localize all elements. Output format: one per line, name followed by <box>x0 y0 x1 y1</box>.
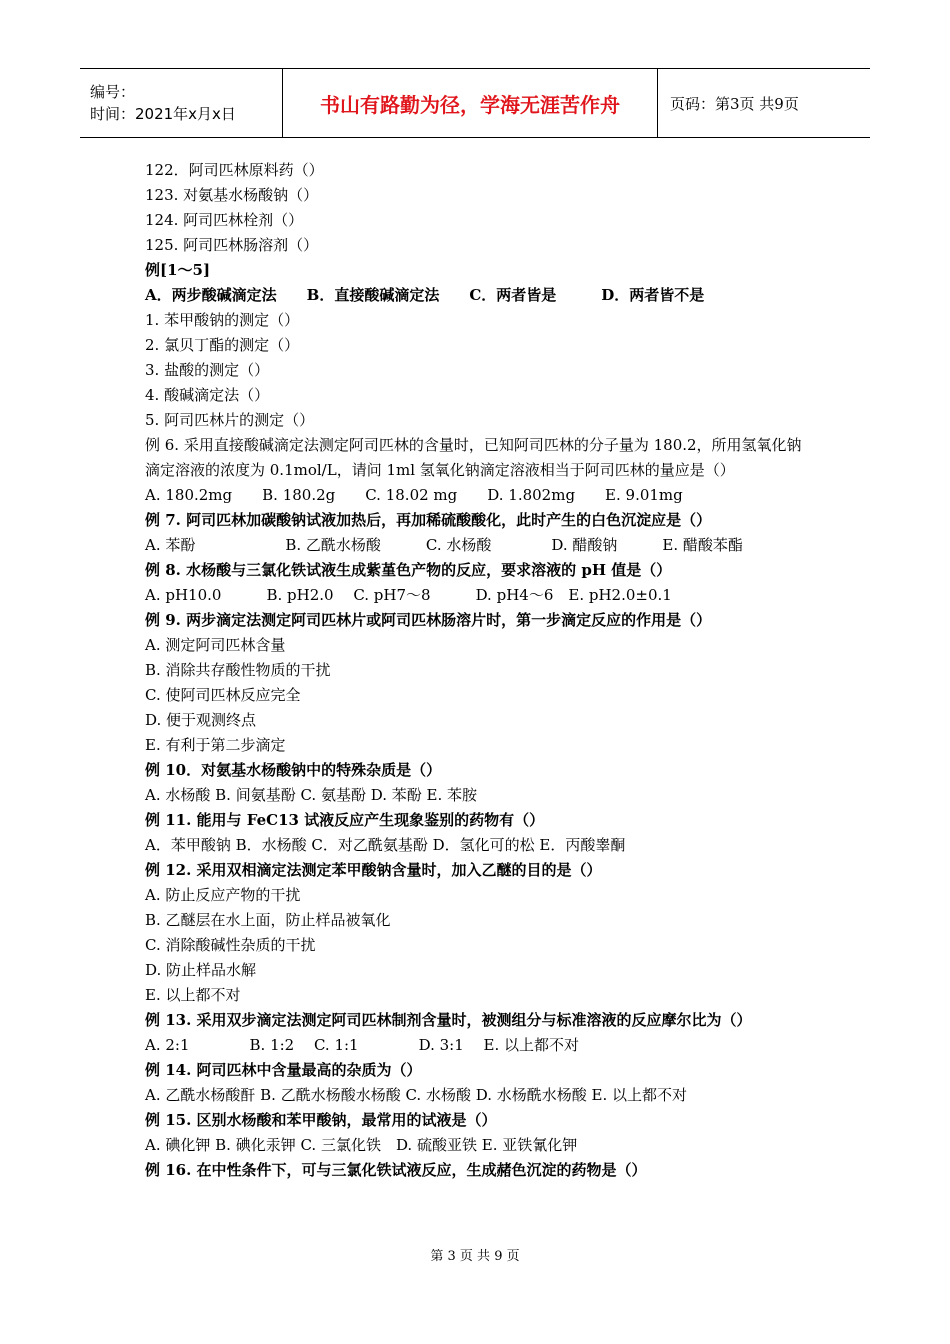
text-line: A. 180.2mg B. 180.2g C. 18.02 mg D. 1.802mg E. 9.01mg <box>145 486 683 504</box>
text-line: A. 测定阿司匹林含量 <box>145 636 286 654</box>
question-line: A．两步酸碱滴定法 B．直接酸碱滴定法 C．两者皆是 D．两者皆不是 <box>145 286 705 304</box>
text-line: A. 防止反应产物的干扰 <box>145 886 301 904</box>
text-line: 125. 阿司匹林肠溶剂（） <box>145 236 319 254</box>
question-line: 例 7. 阿司匹林加碳酸钠试液加热后，再加稀硫酸酸化，此时产生的白色沉淀应是（） <box>145 511 712 529</box>
question-line: 例 10．对氨基水杨酸钠中的特殊杂质是（） <box>145 761 442 779</box>
text-line: A. 苯酚 B. 乙酰水杨酸 C. 水杨酸 D. 醋酸钠 E. 醋酸苯酯 <box>145 536 743 554</box>
text-line: C. 消除酸碱性杂质的干扰 <box>145 936 316 954</box>
text-line: 124. 阿司匹林栓剂（） <box>145 211 304 229</box>
text-line: 5. 阿司匹林片的测定（） <box>145 411 315 429</box>
text-line: B. 乙醚层在水上面，防止样品被氧化 <box>145 911 391 929</box>
question-line: 例 12. 采用双相滴定法测定苯甲酸钠含量时，加入乙醚的目的是（） <box>145 861 602 879</box>
question-line: 例[1～5] <box>145 261 211 279</box>
text-line: A. 乙酰水杨酸酐 B. 乙酰水杨酸水杨酸 C. 水杨酸 D. 水杨酰水杨酸 E. 以上都不对 <box>145 1086 687 1104</box>
document-date: 时间：2021年x月x日 <box>90 105 236 123</box>
question-line: 例 15. 区别水杨酸和苯甲酸钠，最常用的试液是（） <box>145 1111 497 1129</box>
text-line: 例 6. 采用直接酸碱滴定法测定阿司匹林的含量时，已知阿司匹林的分子量为 180.2，所用氢氧化钠滴定溶液的浓度为 0.1mol/L，请问 1ml 氢氧化钠滴定溶液相当于阿司匹林的量应是（） <box>145 436 802 479</box>
text-line: 122．阿司匹林原料药（） <box>145 161 324 179</box>
text-line: A. pH10.0 B. pH2.0 C. pH7～8 D. pH4～6 E. pH2.0±0.1 <box>145 586 672 604</box>
question-line: 例 13. 采用双步滴定法测定阿司匹林制剂含量时，被测组分与标准溶液的反应摩尔比为（） <box>145 1011 752 1029</box>
text-line: D. 防止样品水解 <box>145 961 257 979</box>
text-line: E. 有利于第二步滴定 <box>145 736 286 754</box>
text-line: C. 使阿司匹林反应完全 <box>145 686 301 704</box>
question-line: 例 9. 两步滴定法测定阿司匹林片或阿司匹林肠溶片时，第一步滴定反应的作用是（） <box>145 611 712 629</box>
text-line: D. 便于观测终点 <box>145 711 257 729</box>
document-number-label: 编号： <box>90 83 136 101</box>
question-line: 例 11. 能用与 FeC13 试液反应产生现象鉴别的药物有（） <box>145 811 545 829</box>
text-line: B. 消除共存酸性物质的干扰 <box>145 661 331 679</box>
text-line: A. 水杨酸 B. 间氨基酚 C. 氨基酚 D. 苯酚 E. 苯胺 <box>145 786 477 804</box>
text-line: 123. 对氨基水杨酸钠（） <box>145 186 319 204</box>
text-line: A．苯甲酸钠 B．水杨酸 C．对乙酰氨基酚 D．氢化可的松 E．丙酸睾酮 <box>145 836 626 854</box>
header-right-cell <box>658 69 799 137</box>
text-line: 4. 酸碱滴定法（） <box>145 386 270 404</box>
question-line: 例 14. 阿司匹林中含量最高的杂质为（） <box>145 1061 422 1079</box>
text-line: E. 以上都不对 <box>145 986 241 1004</box>
question-line: 例 8. 水杨酸与三氯化铁试液生成紫堇色产物的反应，要求溶液的 pH 值是（） <box>145 561 672 579</box>
text-line: A. 2:1 B. 1:2 C. 1:1 D. 3:1 E. 以上都不对 <box>145 1036 580 1054</box>
question-content <box>145 158 815 1183</box>
text-line: 1. 苯甲酸钠的测定（） <box>145 311 300 329</box>
text-line: 2. 氯贝丁酯的测定（） <box>145 336 300 354</box>
text-line: A. 碘化钾 B. 碘化汞钾 C. 三氯化铁 D. 硫酸亚铁 E. 亚铁氰化钾 <box>145 1136 578 1154</box>
header-page-info: 页码：第3页 共9页 <box>670 94 799 113</box>
header-slogan-cell <box>282 69 658 137</box>
page-footer: 第 3 页 共 9 页 <box>430 1249 520 1264</box>
header-left-cell <box>80 69 282 137</box>
question-line: 例 16. 在中性条件下，可与三氯化铁试液反应，生成赭色沉淀的药物是（） <box>145 1161 647 1179</box>
page-header <box>80 68 870 138</box>
text-line: 3. 盐酸的测定（） <box>145 361 270 379</box>
header-slogan: 书山有路勤为径，学海无涯苦作舟 <box>320 92 620 117</box>
